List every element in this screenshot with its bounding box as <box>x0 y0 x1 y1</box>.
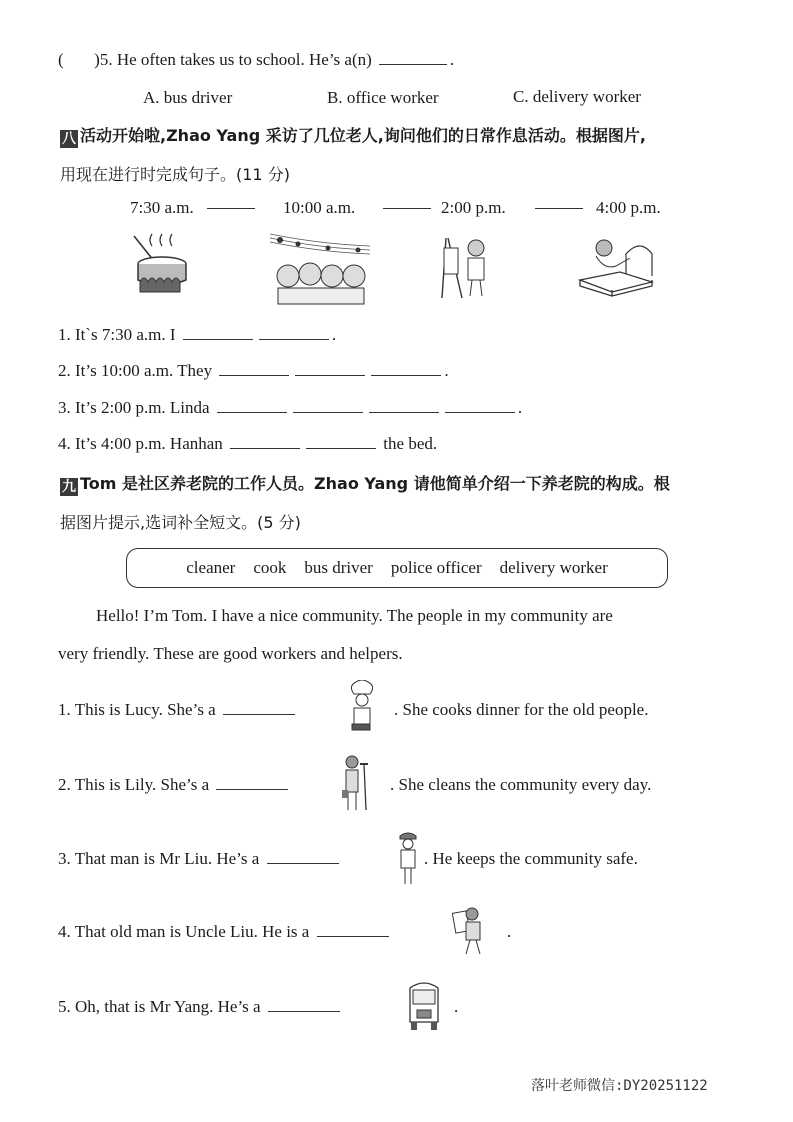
s8-item-2 <box>58 361 449 381</box>
cooking-pot-icon <box>132 232 192 300</box>
item-text: It`s 7:30 a.m. I <box>75 325 176 344</box>
cleaner-icon <box>340 754 370 814</box>
s9-item-5-tail: . <box>454 997 459 1016</box>
question-5 <box>58 50 454 70</box>
s9-item-4-tail: . <box>507 922 512 941</box>
making-bed-icon <box>578 236 654 298</box>
answer-blank[interactable] <box>267 849 339 864</box>
answer-blank[interactable] <box>230 434 300 449</box>
item-tail: . <box>331 325 337 344</box>
s8-item-3 <box>58 398 522 418</box>
option-c: C. delivery worker <box>513 87 641 106</box>
word-option: cleaner <box>186 558 236 577</box>
item-number: 2. <box>58 361 71 380</box>
word-option: bus driver <box>304 558 373 577</box>
answer-blank[interactable] <box>183 325 253 340</box>
s8-item-4 <box>58 434 437 454</box>
singing-children-icon <box>268 228 380 306</box>
question-text: He often takes us to school. He’s a(n) <box>116 50 372 69</box>
time-2: 10:00 a.m. <box>283 198 356 217</box>
item-number: 1. <box>58 700 71 719</box>
s8-item-1 <box>58 325 336 345</box>
section-9-badge: 九 <box>62 479 76 495</box>
section-9-title-line2: 据图片提示,选词补全短文。(5 分) <box>60 513 301 532</box>
delivery-worker-icon <box>452 904 488 958</box>
s9-item-2 <box>58 775 291 795</box>
s9-item-3 <box>58 849 342 869</box>
answer-blank[interactable] <box>223 700 295 715</box>
option-b: B. office worker <box>327 88 439 107</box>
item-text: It’s 2:00 p.m. Linda <box>75 398 210 417</box>
question-number: )5. <box>94 50 113 69</box>
time-1: 7:30 a.m. <box>130 198 194 217</box>
answer-blank[interactable] <box>219 361 289 376</box>
item-text: That man is Mr Liu. He’s a <box>74 849 260 868</box>
bus-icon <box>406 978 442 1032</box>
item-text: This is Lily. She’s a <box>74 775 210 794</box>
answer-blank[interactable] <box>217 398 287 413</box>
answer-blank[interactable] <box>306 434 376 449</box>
item-number: 1. <box>58 325 71 344</box>
item-tail: . <box>444 361 449 380</box>
arrow-icon <box>207 208 255 209</box>
answer-paren-open: ( <box>58 50 64 69</box>
painting-woman-icon <box>440 234 492 300</box>
section-8-title-line2: 用现在进行时完成句子。(11 分) <box>60 165 290 184</box>
s9-item-2-tail: . She cleans the community every day. <box>390 775 652 794</box>
item-number: 5. <box>58 997 71 1016</box>
item-number: 2. <box>58 775 71 794</box>
word-option: delivery worker <box>499 558 608 577</box>
item-text: It’s 10:00 a.m. They <box>75 361 213 380</box>
answer-blank[interactable] <box>379 50 447 65</box>
item-tail: . <box>517 398 523 417</box>
section-9-title <box>60 471 670 496</box>
item-number: 4. <box>58 922 71 941</box>
item-number: 4. <box>58 434 71 453</box>
option-a: A. bus driver <box>143 88 233 107</box>
footer-watermark: 落叶老师微信:DY20251122 <box>531 1078 708 1094</box>
answer-blank[interactable] <box>268 997 340 1012</box>
answer-blank[interactable] <box>295 361 365 376</box>
word-option: police officer <box>390 558 482 577</box>
item-number: 3. <box>58 398 71 417</box>
section-8-title <box>60 123 646 148</box>
answer-blank[interactable] <box>317 922 389 937</box>
s9-item-3-tail: . He keeps the community safe. <box>424 849 638 868</box>
arrow-icon <box>535 208 583 209</box>
intro-line-2: very friendly. These are good workers and helpers. <box>58 644 403 663</box>
answer-blank[interactable] <box>371 361 441 376</box>
section-8-title-line1: 活动开始啦,Zhao Yang 采访了几位老人,询问他们的日常作息活动。根据图片, <box>80 126 646 145</box>
chef-icon <box>346 680 376 736</box>
section-9-title-line1: Tom 是社区养老院的工作人员。Zhao Yang 请他简单介绍一下养老院的构成。根 <box>80 474 670 493</box>
word-option: cook <box>253 558 287 577</box>
answer-blank[interactable] <box>445 398 515 413</box>
word-bank <box>126 548 668 588</box>
item-tail: the bed. <box>383 434 438 453</box>
item-text: Oh, that is Mr Yang. He’s a <box>75 997 261 1016</box>
answer-blank[interactable] <box>259 325 329 340</box>
item-number: 3. <box>58 849 71 868</box>
time-3: 2:00 p.m. <box>441 198 506 217</box>
item-text: It’s 4:00 p.m. Hanhan <box>75 434 223 453</box>
answer-blank[interactable] <box>369 398 439 413</box>
police-officer-icon <box>396 830 420 886</box>
item-text: This is Lucy. She’s a <box>74 700 216 719</box>
item-text: That old man is Uncle Liu. He is a <box>74 922 310 941</box>
arrow-icon <box>383 208 431 209</box>
s9-item-4 <box>58 922 392 942</box>
s9-item-1 <box>58 700 298 720</box>
section-8-badge: 八 <box>62 131 76 147</box>
answer-blank[interactable] <box>216 775 288 790</box>
period: . <box>450 50 455 69</box>
s9-item-5 <box>58 997 343 1017</box>
answer-blank[interactable] <box>293 398 363 413</box>
time-4: 4:00 p.m. <box>596 198 661 217</box>
intro-line-1: Hello! I’m Tom. I have a nice community. The people in my community are <box>96 606 613 625</box>
s9-item-1-tail: . She cooks dinner for the old people. <box>394 700 649 719</box>
